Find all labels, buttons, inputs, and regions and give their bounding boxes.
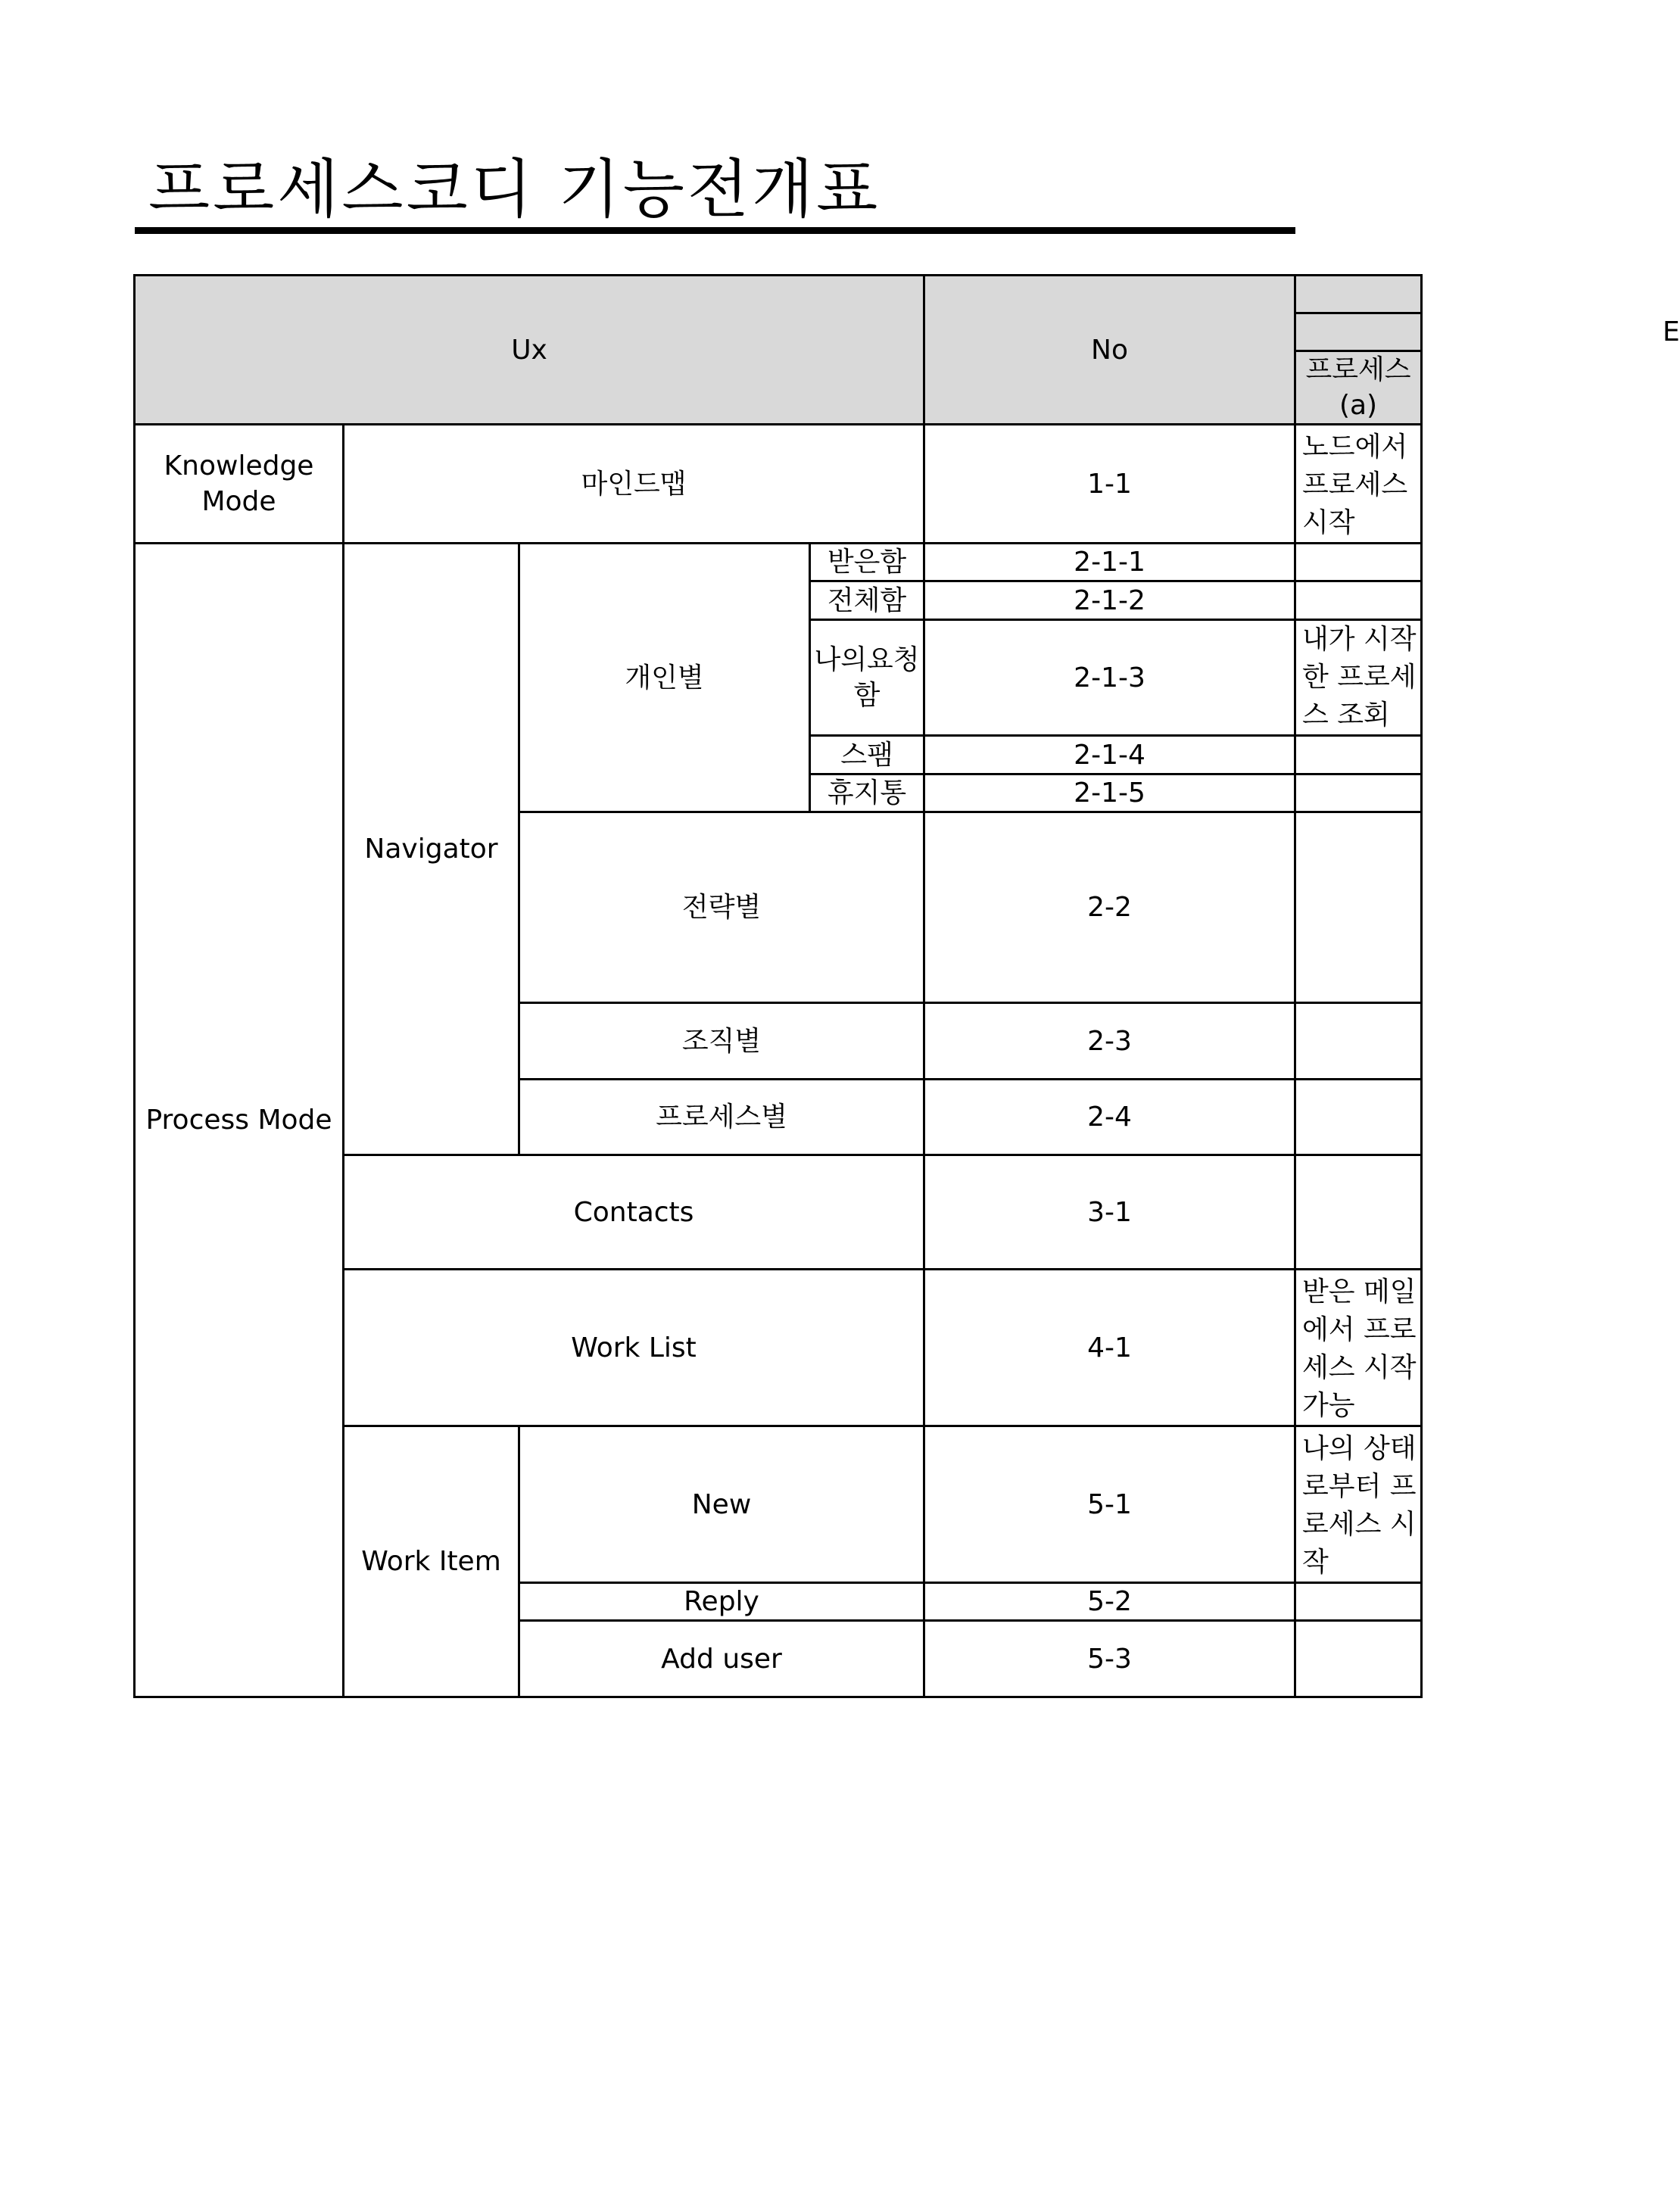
my-request-no: 2-1-3 [924,620,1295,736]
organization-cell: 조직별 [519,1003,924,1080]
my-request-desc: 내가 시작한 프로세스 조회 [1295,620,1422,736]
new-no: 5-1 [924,1426,1295,1583]
inbox-cell: 받은함 [810,544,924,581]
trash-no: 2-1-5 [924,774,1295,812]
title-underline [135,227,1295,234]
organization-no: 2-3 [924,1003,1295,1080]
mindmap-no: 1-1 [924,425,1295,544]
add-user-cell: Add user [519,1621,924,1697]
header-ux: Ux [135,276,924,425]
header-process-a: 프로세스 (a) [1295,351,1422,425]
contacts-no: 3-1 [924,1155,1295,1270]
by-process-cell: 프로세스별 [519,1080,924,1155]
navigator-cell: Navigator [344,544,519,1155]
header-group-top [1295,276,1422,313]
mindmap-desc: 노드에서 프로세스 시작 [1295,425,1422,544]
work-list-no: 4-1 [924,1270,1295,1426]
work-item-cell: Work Item [344,1426,519,1697]
process-mode-cell: Process Mode [135,544,344,1697]
new-cell: New [519,1426,924,1583]
function-table-viewport [133,274,1680,1675]
all-no: 2-1-2 [924,581,1295,620]
work-list-cell: Work List [344,1270,924,1426]
inbox-no: 2-1-1 [924,544,1295,581]
header-group-e: E [1295,313,1422,351]
strategy-no: 2-2 [924,812,1295,1003]
my-request-cell: 나의요청함 [810,620,924,736]
new-desc: 나의 상태로부터 프로세스 시작 [1295,1426,1422,1583]
contacts-cell: Contacts [344,1155,924,1270]
personal-cell: 개인별 [519,544,810,812]
by-process-no: 2-4 [924,1080,1295,1155]
work-list-desc: 받은 메일에서 프로세스 시작 가능 [1295,1270,1422,1426]
mindmap-cell: 마인드맵 [344,425,924,544]
add-user-no: 5-3 [924,1621,1295,1697]
spam-no: 2-1-4 [924,736,1295,774]
header-no: No [924,276,1295,425]
reply-no: 5-2 [924,1583,1295,1621]
knowledge-mode-cell: Knowledge Mode [135,425,344,544]
trash-cell: 휴지통 [810,774,924,812]
all-cell: 전체함 [810,581,924,620]
document-title: 프로세스코디 기능전개표 [148,152,881,226]
reply-cell: Reply [519,1583,924,1621]
strategy-cell: 전략별 [519,812,924,1003]
function-table [133,274,1680,1698]
spam-cell: 스팸 [810,736,924,774]
